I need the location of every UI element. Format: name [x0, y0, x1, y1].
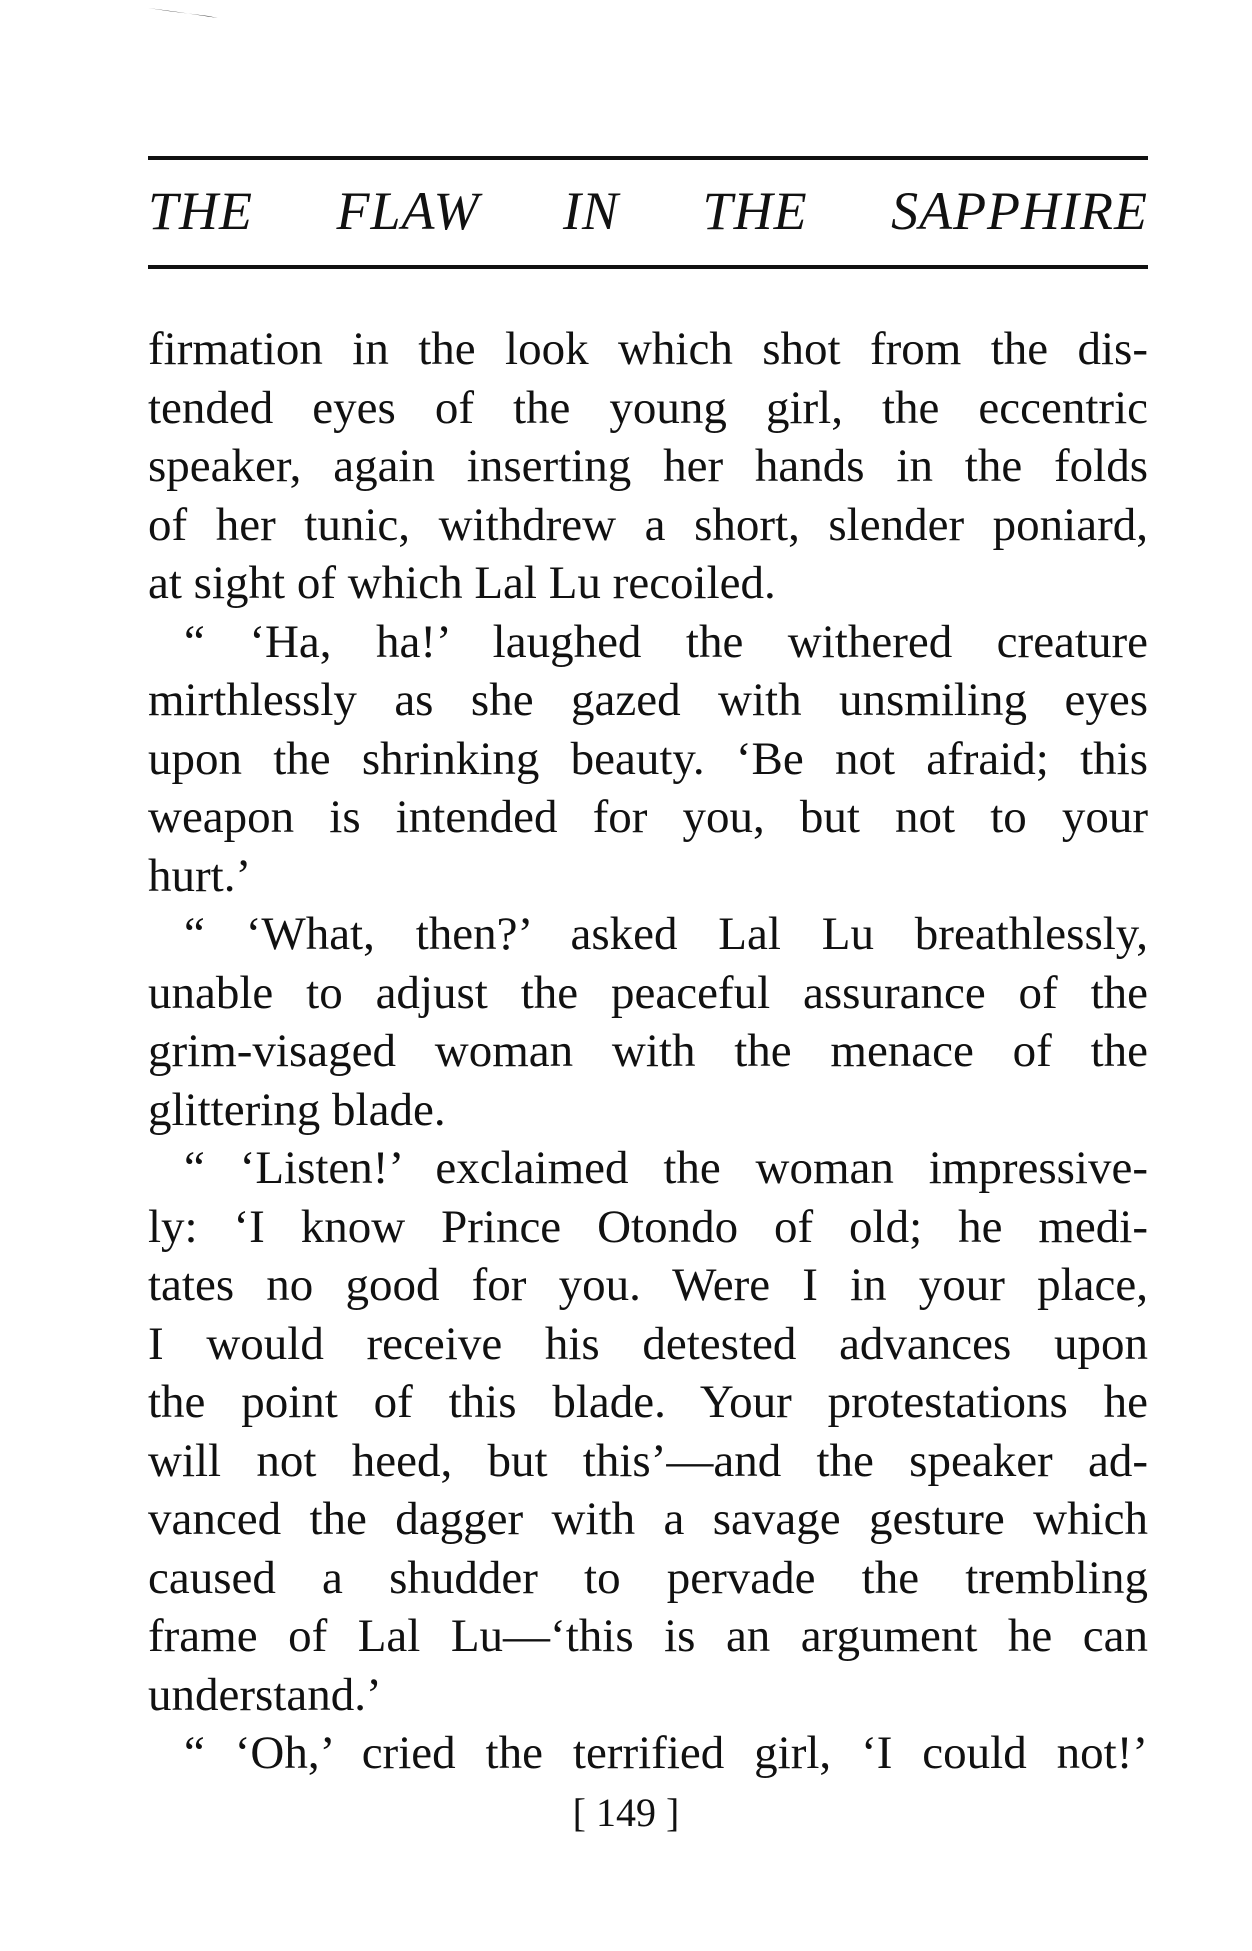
- running-head-word: FLAW: [336, 181, 480, 241]
- running-head-word: THE: [148, 181, 254, 241]
- text-line: hurt.’: [148, 849, 252, 902]
- running-head: [148, 178, 1148, 244]
- text-line: caused a shudder to pervade the trembling: [148, 1551, 1148, 1604]
- text-line: tates no good for you. Were I in your place,: [148, 1259, 1148, 1311]
- text-line: vanced the dagger with a savage gesture which: [148, 1493, 1148, 1545]
- running-head-word: SAPPHIRE: [891, 181, 1148, 241]
- text-line: glittering blade.: [148, 1083, 446, 1136]
- text-line: frame of Lal Lu—‘this is an argument he can: [148, 1610, 1148, 1662]
- text-line: at sight of which Lal Lu recoiled.: [148, 557, 776, 609]
- running-head-word: IN: [563, 181, 620, 241]
- text-line: mirthlessly as she gazed with unsmiling eyes: [148, 674, 1148, 726]
- text-line: tended eyes of the young girl, the eccentric: [148, 381, 1148, 434]
- text-line: grim-visaged woman with the menace of the: [148, 1025, 1148, 1077]
- text-line: upon the shrinking beauty. ‘Be not afraid; this: [148, 732, 1148, 785]
- text-line: unable to adjust the peaceful assurance of the: [148, 966, 1148, 1019]
- text-line: the point of this blade. Your protestations he: [148, 1376, 1148, 1428]
- body-text: [148, 320, 1148, 1783]
- header-rule-top: [148, 156, 1148, 160]
- text-line: weapon is intended for you, but not to your: [148, 791, 1148, 843]
- text-line: ly: ‘I know Prince Otondo of old; he medi-: [148, 1200, 1148, 1253]
- text-line: “ ‘Listen!’ exclaimed the woman impressive-: [184, 1142, 1148, 1194]
- text-line: speaker, again inserting her hands in the folds: [148, 440, 1148, 492]
- text-line: understand.’: [148, 1668, 382, 1721]
- text-line: “ ‘What, then?’ asked Lal Lu breathlessly,: [184, 908, 1148, 960]
- text-line: “ ‘Oh,’ cried the terrified girl, ‘I could not!’: [184, 1727, 1148, 1779]
- running-head-word: THE: [702, 181, 808, 241]
- text-line: will not heed, but this’—and the speaker ad-: [148, 1434, 1148, 1487]
- page-number: [ 149 ]: [572, 1790, 680, 1835]
- header-rule-bottom: [148, 265, 1148, 269]
- ink-smudge-mark: [148, 6, 238, 24]
- text-line: “ ‘Ha, ha!’ laughed the withered creature: [184, 615, 1148, 668]
- text-line: firmation in the look which shot from the dis-: [148, 323, 1148, 375]
- text-line: of her tunic, withdrew a short, slender poniard,: [148, 498, 1148, 551]
- text-line: I would receive his detested advances upon: [148, 1317, 1148, 1370]
